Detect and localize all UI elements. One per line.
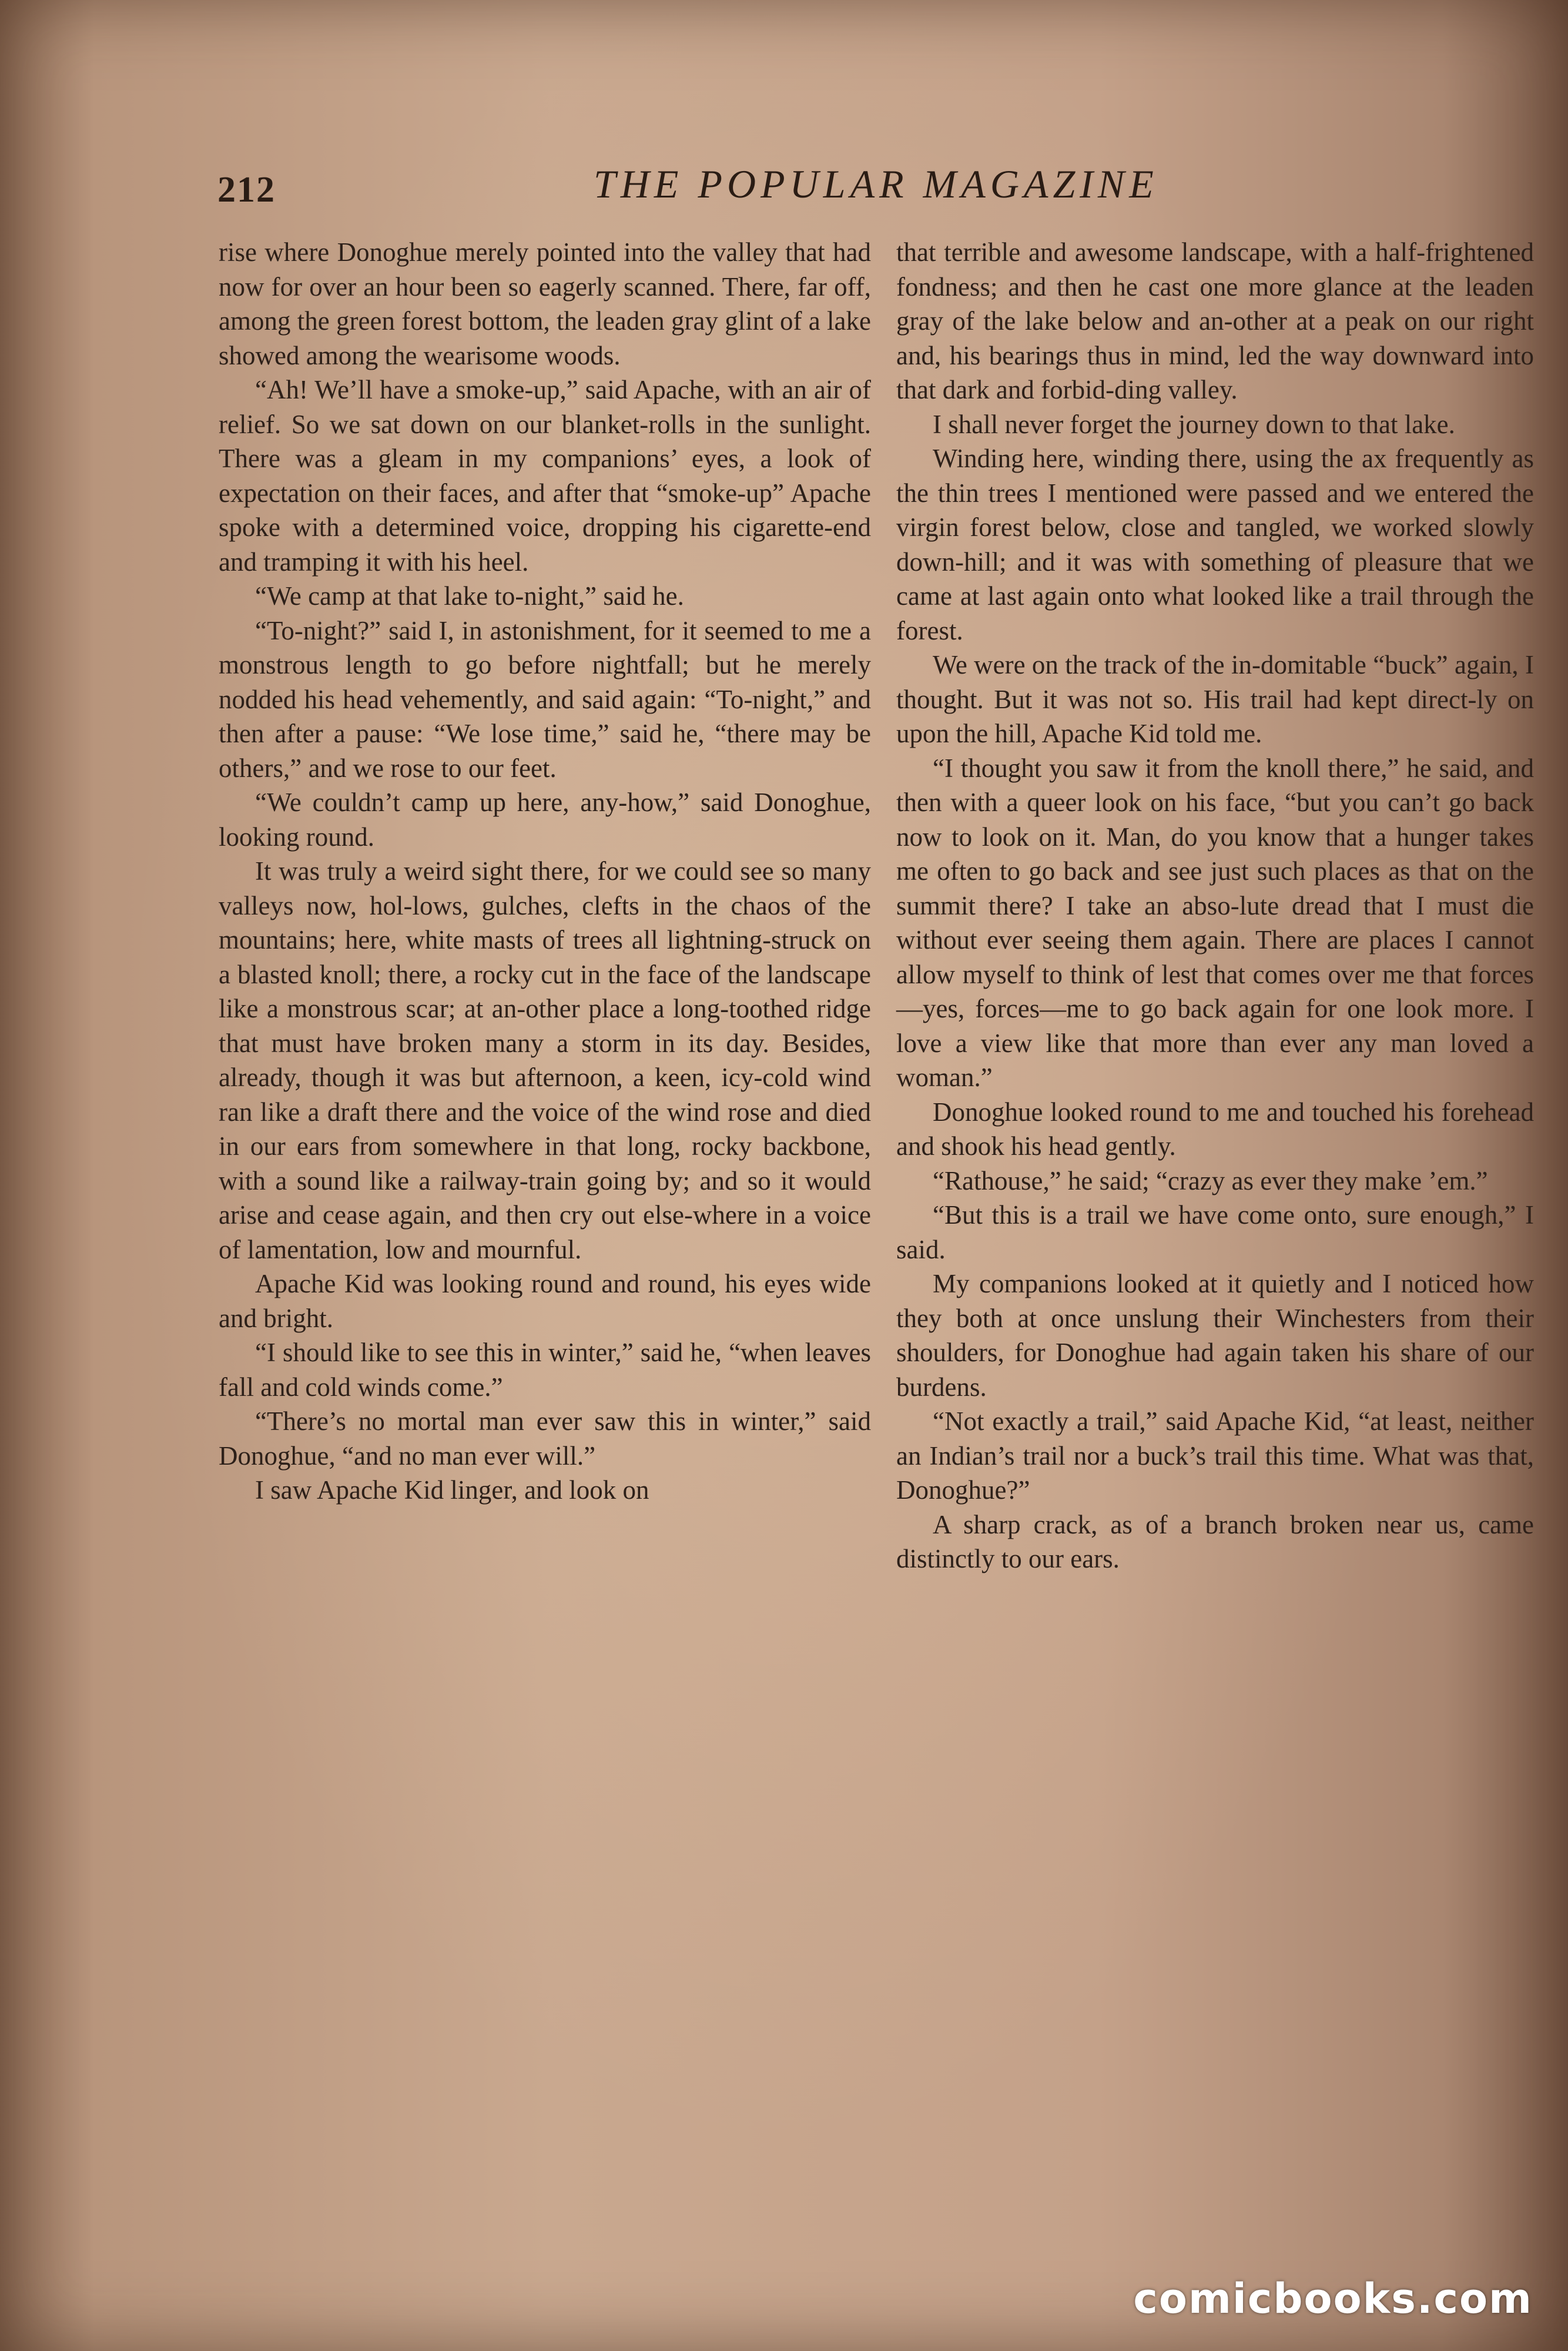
paragraph: “I should like to see this in winter,” said he, “when leaves fall and cold winds come.”	[219, 1338, 871, 1402]
paragraph: Winding here, winding there, using the ax frequently as the thin trees I mentioned were passed and we entered the virgin forest below, close and tangled, we worked slowly down-hill; and it was with something of pleasure that we came at last again onto what looked like a trail through the forest.	[896, 444, 1534, 645]
paragraph: “But this is a trail we have come onto, sure enough,” I said.	[896, 1200, 1534, 1264]
paragraph: “Ah! We’ll have a smoke-up,” said Apache, with an air of relief. So we sat down on our blanket-rolls in the sunlight. There was a gleam in my companions’ eyes, a look of expectation on their faces, and after that “smoke-up” Apache spoke with a determined voice, dropping his cigarette-end and tramping it with his heel.	[219, 375, 871, 577]
paragraph: It was truly a weird sight there, for we could see so many valleys now, hol-lows, gulches, clefts in the chaos of the mountains; here, white masts of trees all lightning-struck on a blasted knoll; there, a rocky cut in the face of the landscape like a monstrous scar; at an-other place a long-toothed ridge that must have broken many a storm in its day. Besides, already, though it was but afternoon, a keen, icy-cold wind ran like a draft there and the voice of the wind rose and died in our ears from somewhere in that long, rocky backbone, with a sound like a railway-train going by; and so it would arise and cease again, and then cry out else-where in a voice of lamentation, low and mournful.	[219, 856, 871, 1264]
paragraph: that terrible and awesome landscape, with a half-frightened fondness; and then he cast one more glance at the leaden gray of the lake below and an-other at a peak on our right and, his bearings thus in mind, led the way downward into that dark and forbid-ding valley.	[896, 237, 1534, 404]
running-title: THE POPULAR MAGAZINE	[594, 162, 1158, 206]
paragraph: A sharp crack, as of a branch broken near us, came distinctly to our ears.	[896, 1509, 1534, 1573]
paragraph: rise where Donoghue merely pointed into the valley that had now for over an hour been so eagerly scanned. There, far off, among the green forest bottom, the leaden gray glint of a lake showed among the wearisome woods.	[219, 237, 871, 370]
paragraph: “Not exactly a trail,” said Apache Kid, “at least, neither an Indian’s trail nor a buck’s trail this time. What was that, Donoghue?”	[896, 1406, 1534, 1505]
paragraph: We were on the track of the in-domitable “buck” again, I thought. But it was not so. His trail had kept direct-ly on upon the hill, Apache Kid told me.	[896, 650, 1534, 748]
page-number: 212	[217, 170, 276, 210]
paragraph: Donoghue looked round to me and touched his forehead and shook his head gently.	[896, 1097, 1534, 1161]
paragraph: “To-night?” said I, in astonishment, for it seemed to me a monstrous length to go before nightfall; but he merely nodded his head vehemently, and said again: “To-night,” and then after a pause: “We lose time,” said he, “there may be others,” and we rose to our feet.	[219, 615, 871, 783]
paragraph: “Rathouse,” he said; “crazy as ever they make ’em.”	[933, 1166, 1488, 1195]
paragraph: Apache Kid was looking round and round, his eyes wide and bright.	[219, 1269, 871, 1333]
paragraph: My companions looked at it quietly and I noticed how they both at once unslung their Winchesters from their shoulders, for Donoghue had again taken his share of our burdens.	[896, 1269, 1534, 1402]
paragraph: “There’s no mortal man ever saw this in winter,” said Donoghue, “and no man ever will.”	[219, 1406, 871, 1471]
page-header	[217, 159, 1486, 229]
paragraph: “I thought you saw it from the knoll there,” he said, and then with a queer look on his face, “but you can’t go back now to look on it. Man, do you know that a hunger takes me often to go back and see just such places as that on the summit there? I take an abso-lute dread that I must die without ever seeing them again. There are places I cannot allow myself to think of lest that comes over me that forces—yes, forces—me to go back again for one look more. I love a view like that more than ever any man loved a woman.”	[896, 753, 1534, 1092]
watermark: comicbooks.com	[1133, 2275, 1533, 2323]
paragraph: “We camp at that lake to-night,” said he.	[255, 581, 684, 611]
paragraph: “We couldn’t camp up here, any-how,” said Donoghue, looking round.	[219, 788, 871, 852]
text-column-right	[896, 235, 1534, 1576]
text-column-left	[219, 235, 871, 1508]
paragraph: I shall never forget the journey down to that lake.	[933, 409, 1455, 439]
paragraph: I saw Apache Kid linger, and look on	[255, 1475, 649, 1505]
